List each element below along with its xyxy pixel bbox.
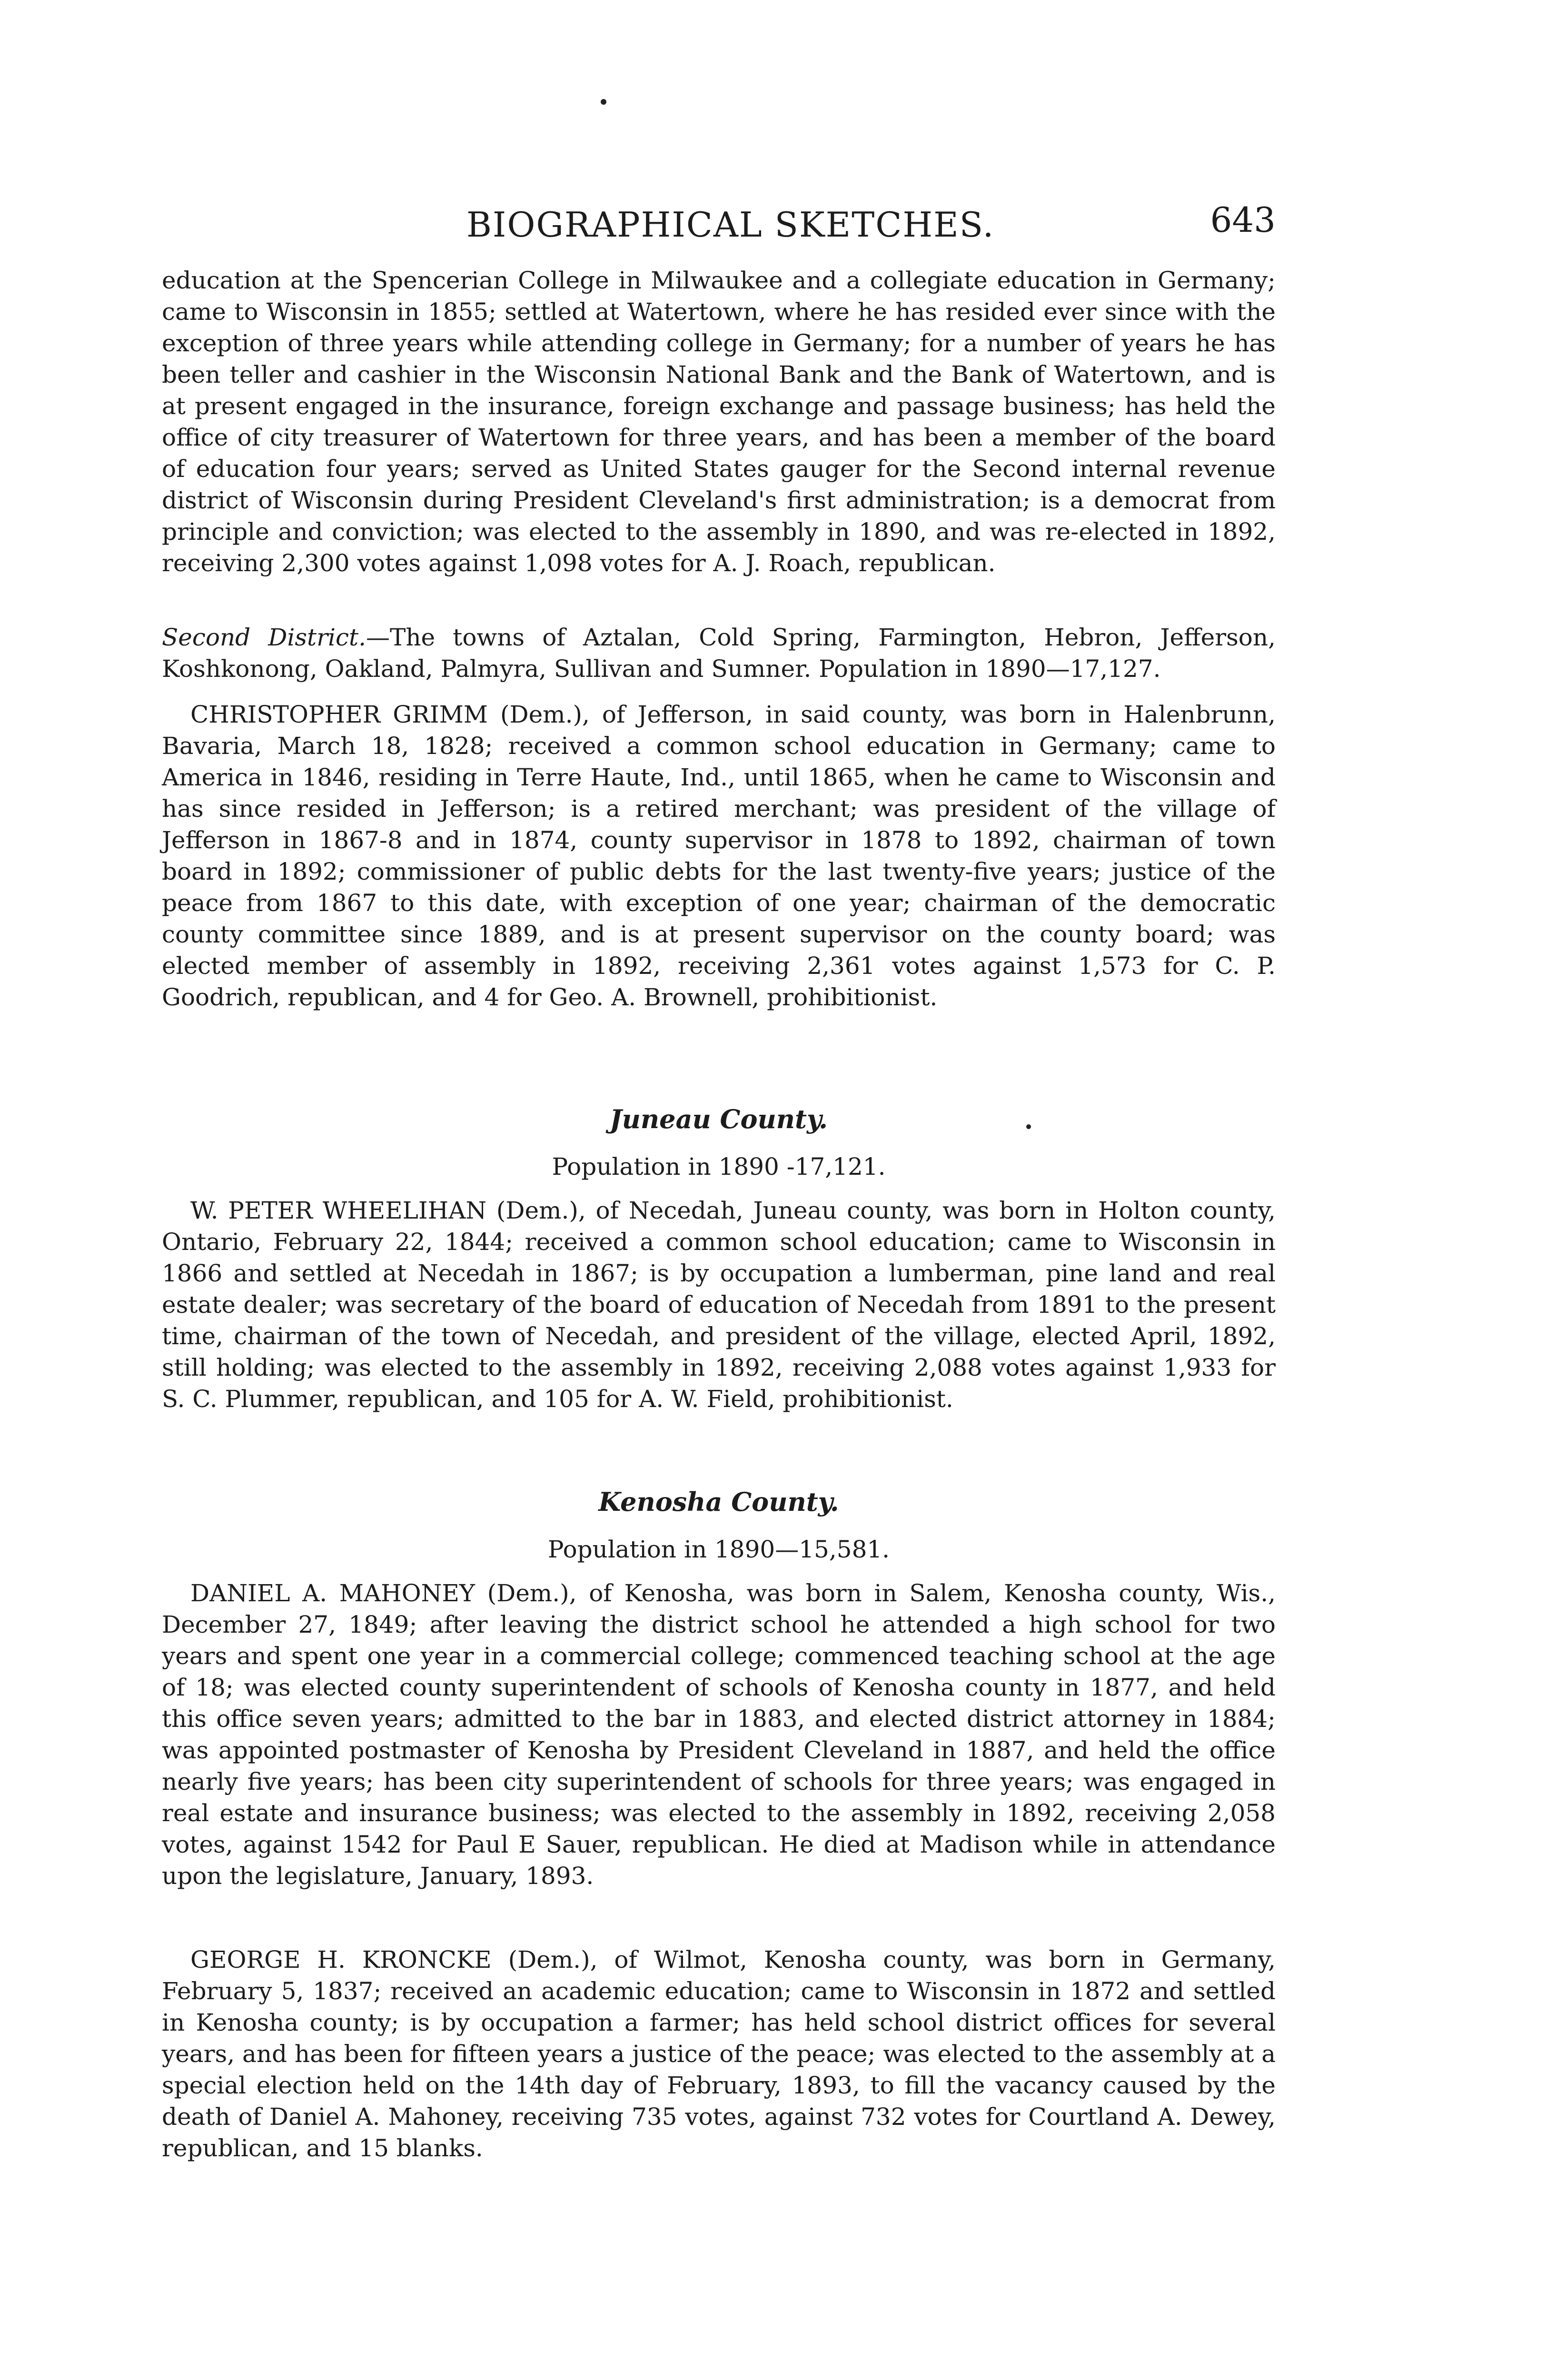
page-number: 643 [1210,200,1276,240]
biography-grimm: CHRISTOPHER GRIMM (Dem.), of Jefferson, in said county, was born in Halenbrunn, Bavaria, March 18, 1828; received a common school education in Germany; came to America in 1846, residing in Terre Haute, Ind., until 1865, when he came to Wisconsin and has since resided in Jefferson; is a retired merchant; was president of the village of Jefferson in 1867-8 and in 1874, county supervisor in 1878 to 1892, chairman of town board in 1892; commissioner of public debts for the last twenty-five years; justice of the peace from 1867 to this date, with exception of one year; chairman of the democratic county committee since 1889, and is at present supervisor on the county board; was elected member of assembly in 1892, receiving 2,361 votes against 1,573 for C. P. Goodrich, republican, and 4 for Geo. A. Brownell, prohibitionist. [162,701,1276,1011]
page-header [162,200,1276,246]
document-page [162,200,1276,2164]
district-description [162,622,1276,684]
district-label: Second District. [162,624,366,651]
biography-kroncke: GEORGE H. KRONCKE (Dem.), of Wilmot, Kenosha county, was born in Germany, February 5, 1837; received an academic education; came to Wisconsin in 1872 and settled in Kenosha county; is by occupation a farmer; has held school district offices for several years, and has been for fifteen years a justice of the peace; was elected to the assembly at a special election held on the 14th day of February, 1893, to fill the vacancy caused by the death of Daniel A. Mahoney, receiving 735 votes, against 732 votes for Courtland A. Dewey, republican, and 15 blanks. [162,1946,1276,2162]
county-heading-juneau: Juneau County. [610,1104,828,1134]
population-kenosha: Population in 1890—15,581. [547,1536,890,1563]
ink-speck [601,99,606,105]
county-heading-kenosha: Kenosha County. [598,1487,839,1517]
continued-biography-paragraph: education at the Spencerian College in Milwaukee and a collegiate education in Germany; came to Wisconsin in 1855; settled at Watertown, where he has resided ever since with the exception of three years while attending college in Germany; for a number of years he has been teller and cashier in the Wisconsin National Bank and the Bank of Watertown, and is at present engaged in the insurance, foreign exchange and passage business; has held the office of city treasurer of Watertown for three years, and has been a member of the board of education four years; served as United States gauger for the Second internal revenue district of Wisconsin during President Cleveland's first administration; is a democrat from principle and conviction; was elected to the assembly in 1890, and was re-elected in 1892, receiving 2,300 votes against 1,098 votes for A. J. Roach, republican. [162,267,1276,577]
running-title: BIOGRAPHICAL SKETCHES. [466,205,995,245]
population-juneau: Population in 1890 -17,121. [552,1153,886,1180]
biography-wheelihan: W. PETER WHEELIHAN (Dem.), of Necedah, Juneau county, was born in Holton county, Ontario, February 22, 1844; received a common school education; came to Wisconsin in 1866 and settled at Necedah in 1867; is by occupation a lumberman, pine land and real estate dealer; was secretary of the board of education of Necedah from 1891 to the present time, chairman of the town of Necedah, and president of the village, elected April, 1892, still holding; was elected to the assembly in 1892, receiving 2,088 votes against 1,933 for S. C. Plummer, republican, and 105 for A. W. Field, prohibitionist. [162,1197,1276,1413]
district-text: —The towns of Aztalan, Cold Spring, Farmington, Hebron, Jefferson, Koshkonong, Oakland, Palmyra, Sullivan and Sumner. Population in 1890—17,127. [162,624,1276,683]
biography-mahoney: DANIEL A. MAHONEY (Dem.), of Kenosha, was born in Salem, Kenosha county, Wis., December 27, 1849; after leaving the district school he attended a high school for two years and spent one year in a commercial college; commenced teaching school at the age of 18; was elected county superintendent of schools of Kenosha county in 1877, and held this office seven years; admitted to the bar in 1883, and elected district attorney in 1884; was appointed postmaster of Kenosha by President Cleveland in 1887, and held the office nearly five years; has been city superintendent of schools for three years; was engaged in real estate and insurance business; was elected to the assembly in 1892, receiving 2,058 votes, against 1542 for Paul E Sauer, republican. He died at Madison while in attendance upon the legislature, January, 1893. [162,1579,1276,1890]
